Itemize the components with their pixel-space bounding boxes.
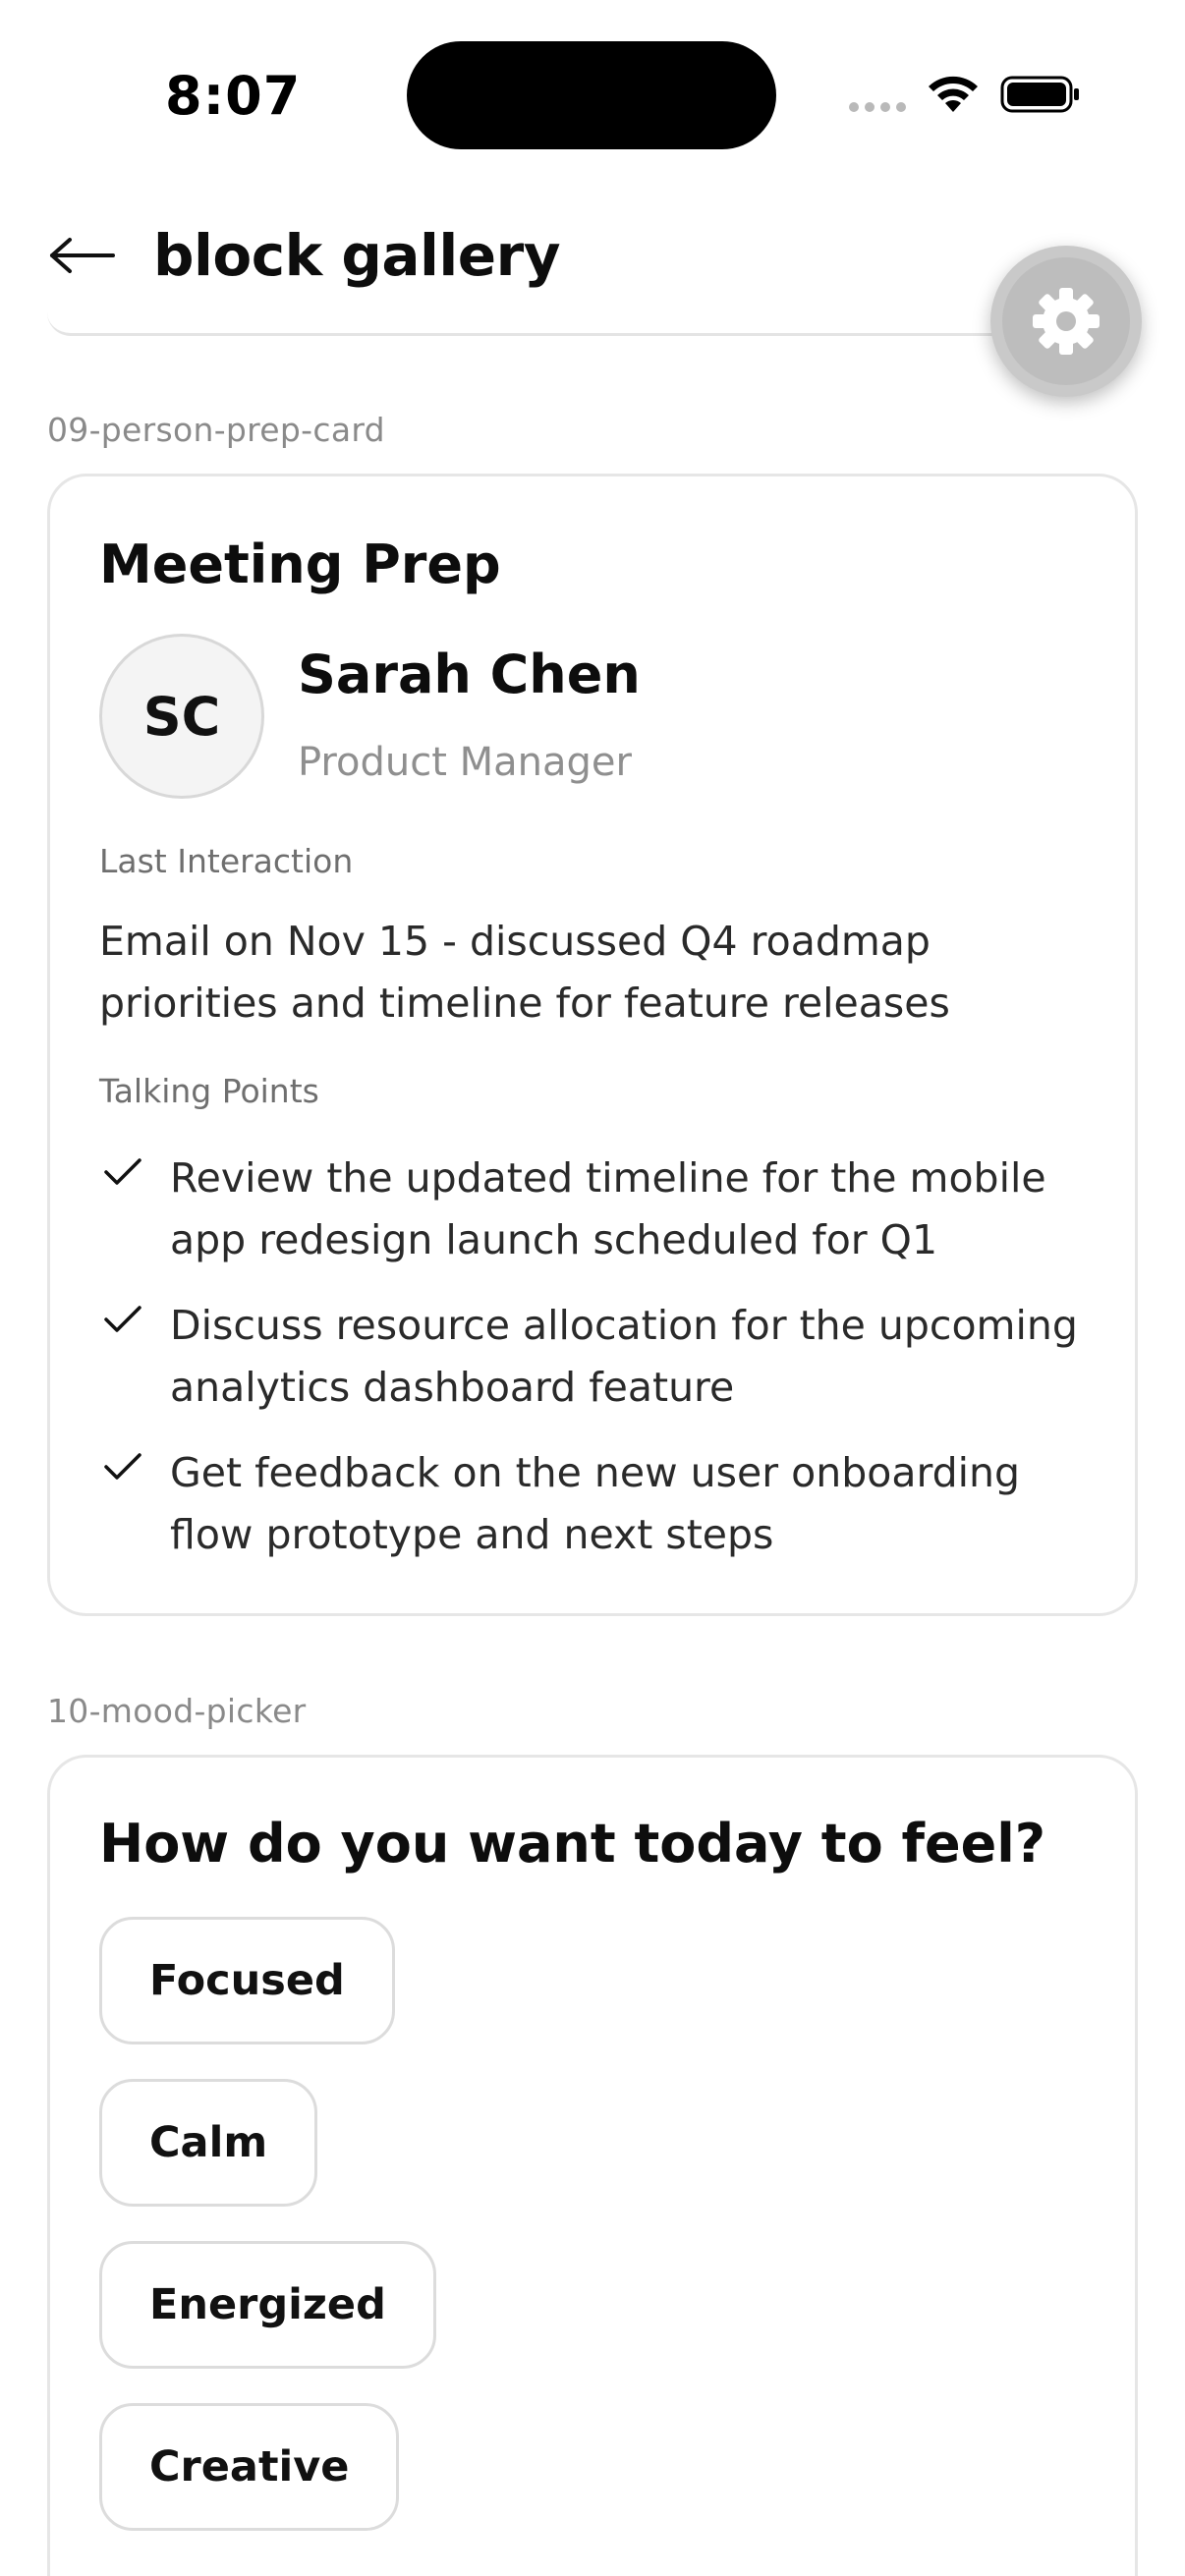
mood-picker-card: [47, 1755, 1138, 2576]
mood-option-calm[interactable]: Calm: [99, 2079, 317, 2207]
settings-button[interactable]: [990, 246, 1142, 397]
mood-option-focused[interactable]: Focused: [99, 1917, 395, 2044]
arrow-left-icon: [48, 236, 117, 275]
talking-point-text: Get feedback on the new user onboarding flow prototype and next steps: [170, 1449, 1021, 1558]
dynamic-island: [407, 41, 776, 149]
gear-icon: [1027, 282, 1105, 361]
talking-points-label: Talking Points: [99, 1072, 319, 1110]
checkmark-icon: [103, 1305, 142, 1334]
talking-point: [99, 1295, 1101, 1419]
wifi-icon: [926, 73, 981, 116]
section-label-person-prep: 09-person-prep-card: [47, 411, 385, 449]
card-title: Meeting Prep: [99, 533, 501, 595]
avatar: SC: [99, 634, 264, 799]
mood-picker-title: How do you want today to feel?: [99, 1813, 1046, 1875]
previous-card-edge: [47, 312, 1138, 336]
talking-point: [99, 1442, 1101, 1566]
person-name: Sarah Chen: [298, 644, 641, 705]
mood-options: [99, 1917, 436, 2565]
back-button[interactable]: [43, 224, 122, 287]
status-bar: [0, 0, 1185, 187]
checkmark-icon: [103, 1452, 142, 1482]
person-prep-card: [47, 474, 1138, 1616]
talking-point: [99, 1148, 1101, 1271]
talking-point-text: Review the updated timeline for the mobile app redesign launch scheduled for Q1: [170, 1154, 1046, 1263]
last-interaction-text: Email on Nov 15 - discussed Q4 roadmap priorities and timeline for feature releases: [99, 918, 950, 1027]
checkmark-icon: [103, 1157, 142, 1187]
mood-option-energized[interactable]: Energized: [99, 2241, 436, 2369]
talking-points-list: [99, 1148, 1101, 1590]
status-time: 8:07: [165, 65, 302, 127]
last-interaction-label: Last Interaction: [99, 842, 354, 880]
section-label-mood-picker: 10-mood-picker: [47, 1692, 307, 1730]
battery-icon: [1000, 75, 1081, 114]
talking-point-text: Discuss resource allocation for the upcoming analytics dashboard feature: [170, 1302, 1078, 1411]
page-title: block gallery: [153, 222, 561, 289]
person-role: Product Manager: [298, 740, 632, 785]
cellular-signal-icon: [849, 102, 906, 112]
mood-option-creative[interactable]: Creative: [99, 2403, 399, 2531]
